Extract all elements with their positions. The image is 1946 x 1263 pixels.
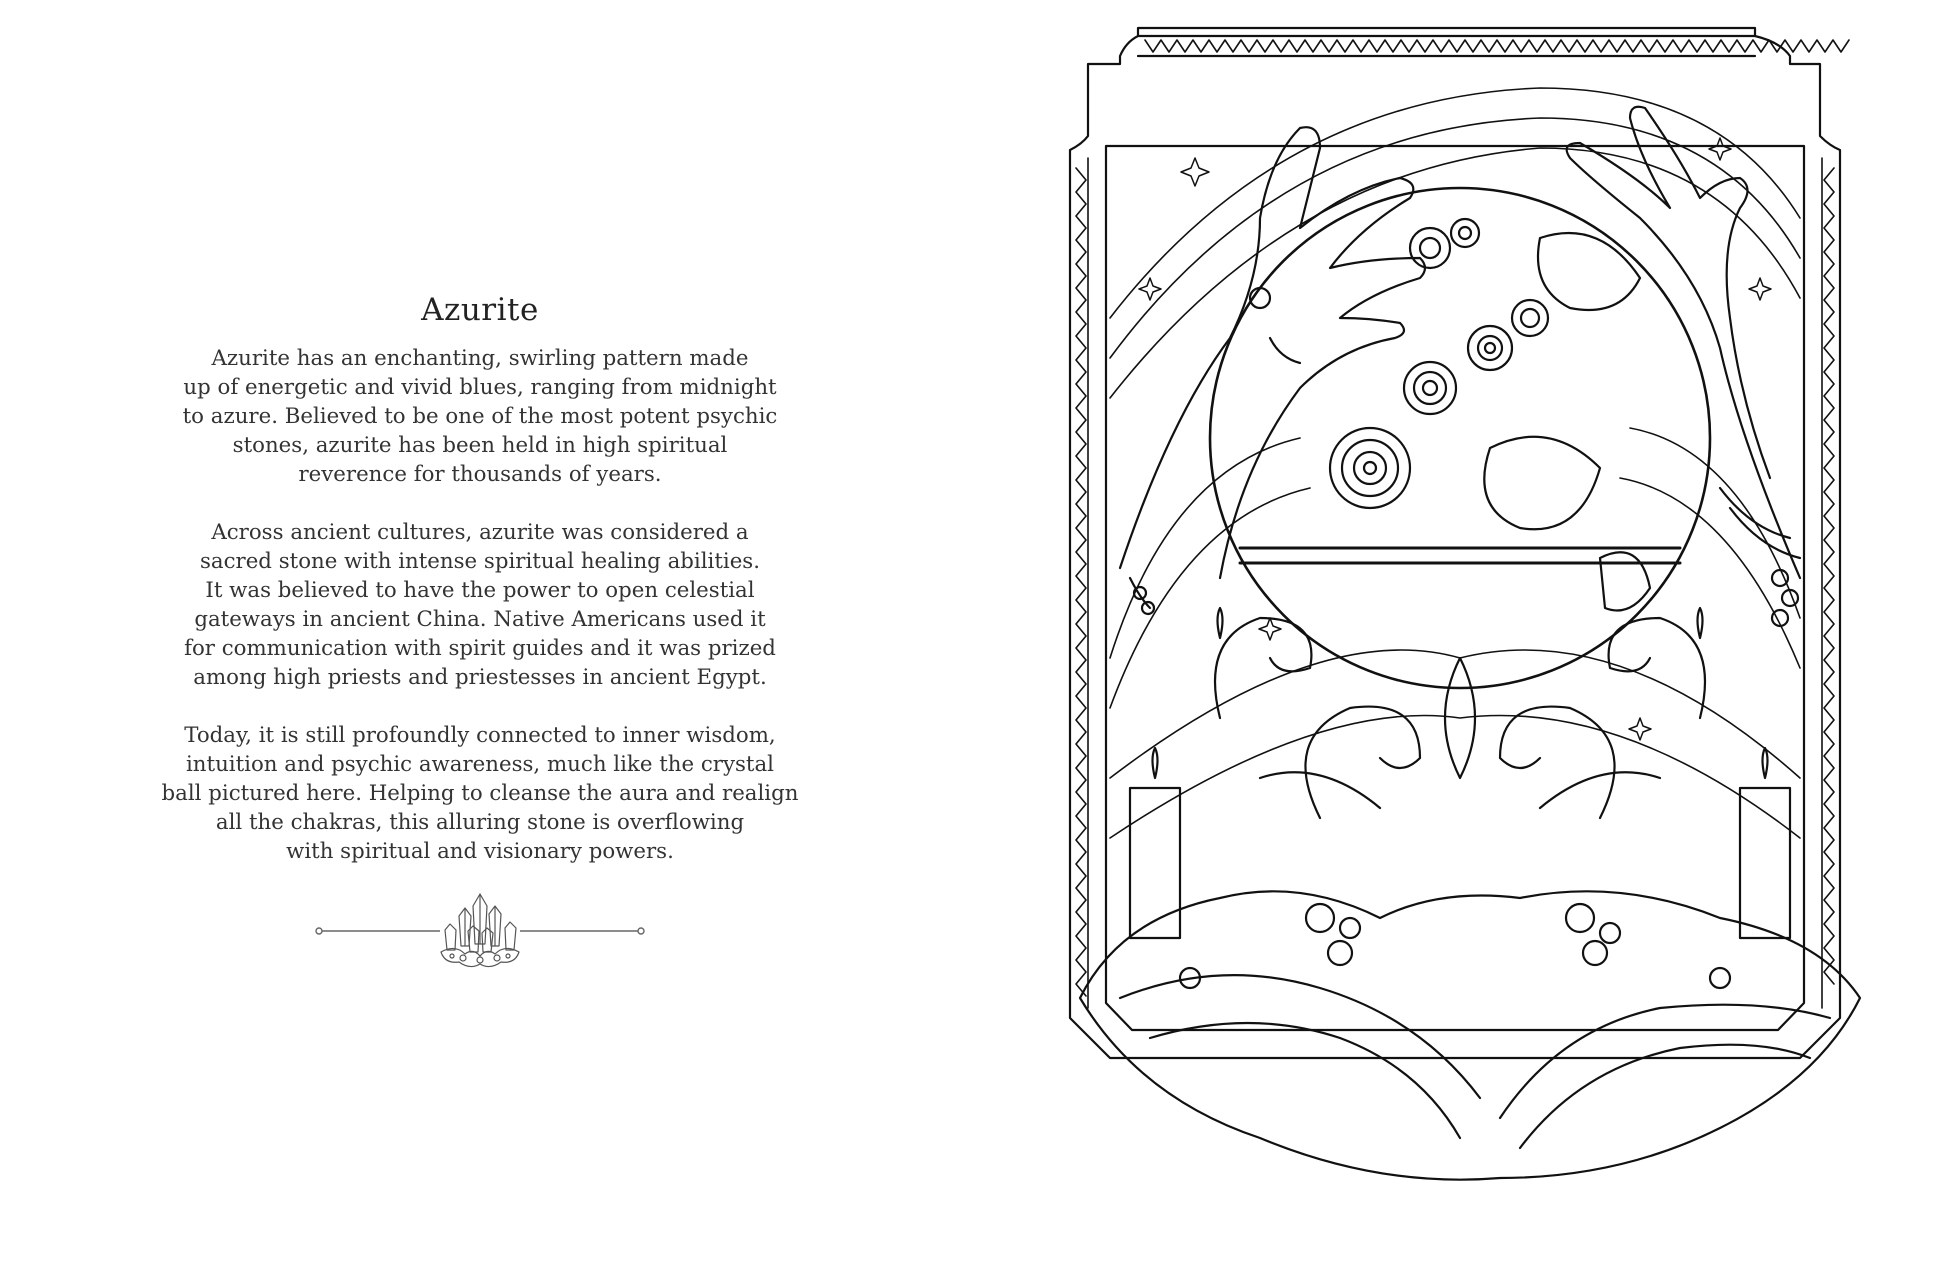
crystal-rocks xyxy=(1080,891,1860,1179)
text-line: ball pictured here. Helping to cleanse the aura and realign xyxy=(161,781,799,806)
crystal-cluster-icon xyxy=(441,894,519,967)
frame-side-bands xyxy=(1076,158,1834,1008)
crystal-ball-hands-illustration xyxy=(1020,18,1900,1243)
text-line: gateways in ancient China. Native Americans used it xyxy=(194,607,766,632)
text-line: Azurite has an enchanting, swirling pattern made xyxy=(211,346,749,371)
text-line: It was believed to have the power to open celestial xyxy=(205,578,755,603)
page-title: Azurite xyxy=(421,292,539,328)
frame-outer xyxy=(1070,28,1840,1058)
text-line: for communication with spirit guides and it was prized xyxy=(184,636,776,661)
crystal-ball xyxy=(1210,188,1710,688)
paragraph-1 xyxy=(150,344,810,489)
text-line: Across ancient cultures, azurite was considered a xyxy=(211,520,749,545)
text-line: sacred stone with intense spiritual healing abilities. xyxy=(199,549,761,574)
paragraph-3 xyxy=(150,721,810,866)
left-page xyxy=(0,0,960,1263)
text-block xyxy=(150,292,810,895)
text-line: up of energetic and vivid blues, ranging from midnight xyxy=(183,375,777,400)
swirl-background xyxy=(1110,88,1800,838)
paragraph-2 xyxy=(150,518,810,692)
text-line: reverence for thousands of years. xyxy=(298,462,662,487)
text-line: among high priests and priestesses in ancient Egypt. xyxy=(193,665,767,690)
frame-chevron-band xyxy=(1138,36,1849,56)
text-line: stones, azurite has been held in high spiritual xyxy=(232,433,728,458)
text-line: Today, it is still profoundly connected to inner wisdom, xyxy=(184,723,776,748)
crystal-divider-ornament xyxy=(305,886,655,976)
text-line: all the chakras, this alluring stone is overflowing xyxy=(215,810,745,835)
text-line: to azure. Believed to be one of the most potent psychic xyxy=(182,404,778,429)
text-line: with spiritual and visionary powers. xyxy=(286,839,674,864)
text-line: intuition and psychic awareness, much like the crystal xyxy=(186,752,774,777)
